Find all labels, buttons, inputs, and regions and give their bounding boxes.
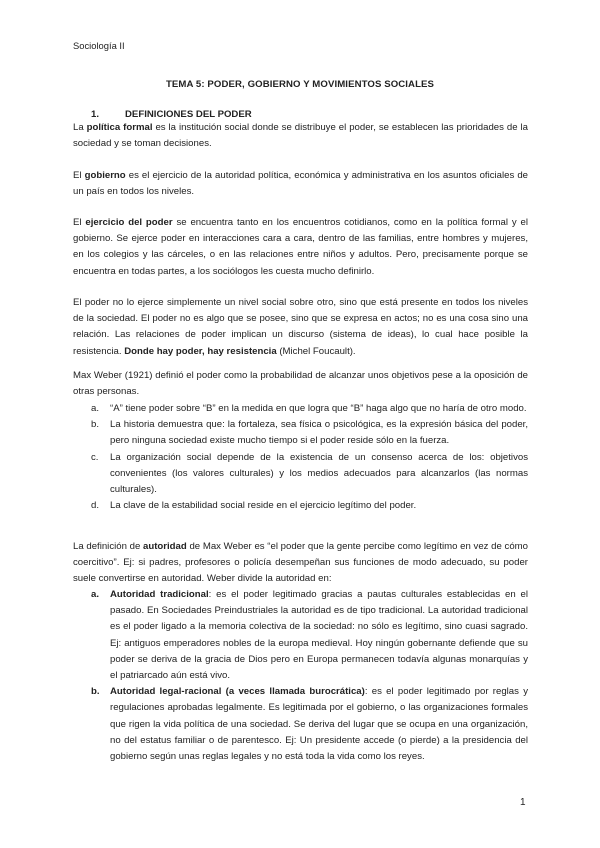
section-title: DEFINICIONES DEL PODER bbox=[125, 109, 252, 120]
document-title: TEMA 5: PODER, GOBIERNO Y MOVIMIENTOS SOCIALES bbox=[165, 79, 435, 90]
paragraph-max-weber: Max Weber (1921) definió el poder como la probabilidad de alcanzar unos objetivos pese a la oposición de otras personas. bbox=[73, 370, 528, 398]
list-item: a. Autoridad tradicional: es el poder legitimado gracias a pautas culturales establecidas en el pasado. En Sociedades Preindustriales la autoridad es de tipo tradicional. La autoridad tradicional es el poder ligado a la memoria colectiva de la sociedad: no sólo es legítimo, sino cuasi sagrado. Ej: antiguos emperadores nobles de la europa medieval. Hoy ningún gobernante defiende que su poder se deriva de la gracia de Dios pero en Europa permanecen todavía algunas monarquías y el patriarcado aún está vivo. bbox=[91, 589, 528, 682]
term-autoridad-tradicional: Autoridad tradicional bbox=[110, 589, 209, 600]
weber-power-list bbox=[73, 401, 528, 514]
term-autoridad: autoridad bbox=[143, 541, 187, 552]
list-item: b. La historia demuestra que: la fortaleza, sea física o psicológica, es la expresión básica del poder, pero ninguna sociedad existe mucho tiempo si el poder reside sólo en la fuerza. bbox=[91, 419, 528, 447]
list-item: a. “A” tiene poder sobre “B” en la medida en que logra que “B” haga algo que no haría de otro modo. bbox=[91, 403, 527, 414]
authority-types-list bbox=[73, 587, 528, 765]
paragraph-foucault: El poder no lo ejerce simplemente un nivel social sobre otro, sino que está presente en todos los niveles de la sociedad. El poder no es algo que se posee, sino que se expresa en actos; no es una cosa sino una relación. Las relaciones de poder implican un discurso (sistema de ideas), lo cual hace posible la resistencia. Donde hay poder, hay resistencia (Michel Foucault). bbox=[73, 297, 528, 357]
paragraph-autoridad: La definición de autoridad de Max Weber es “el poder que la gente percibe como legítimo en vez de cómo coercitivo”. Ej: si padres, profesores o policía desempeñan sus funciones de modo adecuado, su poder suele convertirse en autoridad. Weber divide la autoridad en: bbox=[73, 541, 529, 585]
running-header: Sociología II bbox=[73, 40, 125, 51]
list-item: d. La clave de la estabilidad social reside en el ejercicio legítimo del poder. bbox=[91, 500, 417, 512]
paragraph-gobierno: El gobierno es el ejercicio de la autoridad política, económica y administrativa en los asuntos oficiales de un país en todos los niveles. bbox=[73, 170, 528, 198]
section-number: 1. bbox=[91, 109, 100, 120]
page-number: 1 bbox=[520, 797, 526, 808]
term-autoridad-legal-racional: Autoridad legal-racional (a veces llamada burocrática) bbox=[110, 686, 365, 698]
paragraph-politica-formal: La política formal es la institución social donde se distribuye el poder, se establecen las prioridades de la sociedad y se toman decisiones. bbox=[73, 122, 528, 150]
list-item: c. La organización social depende de la existencia de un consenso acerca de los: objetivos convenientes (los valores culturales) y los medios adecuados para alcanzarlos (las normas culturales). bbox=[91, 451, 528, 496]
paragraph-ejercicio-poder: El ejercicio del poder se encuentra tanto en los encuentros cotidianos, como en la política formal y el gobierno. Se ejerce poder en interacciones cara a cara, dentro de las familias, entre hombres y mujeres, en los colegios y las cárceles, o en las relaciones entre niños y adultos. Pero, precisamente porque se encuentra en todas partes, a los sociólogos les cuesta mucho definirlo. bbox=[73, 217, 528, 277]
term-gobierno: gobierno bbox=[84, 170, 126, 181]
foucault-quote: Donde hay poder, hay resistencia bbox=[124, 345, 277, 357]
term-ejercicio-poder: ejercicio del poder bbox=[85, 217, 173, 228]
term-politica-formal: política formal bbox=[86, 122, 153, 133]
list-item: b. Autoridad legal-racional (a veces llamada burocrática): es el poder legitimado por reglas y regulaciones aprobadas legalmente. Es legitimada por el gobierno, o las organizaciones formales que rigen la vida política de una sociedad. Se deriva del lugar que se ocupa en una organización, no del estatus familiar o de parentesco. Ej: Un presidente accede (o pierde) a la presidencia del gobierno según unas reglas legales y no está toda la vida como los reyes. bbox=[91, 686, 529, 763]
